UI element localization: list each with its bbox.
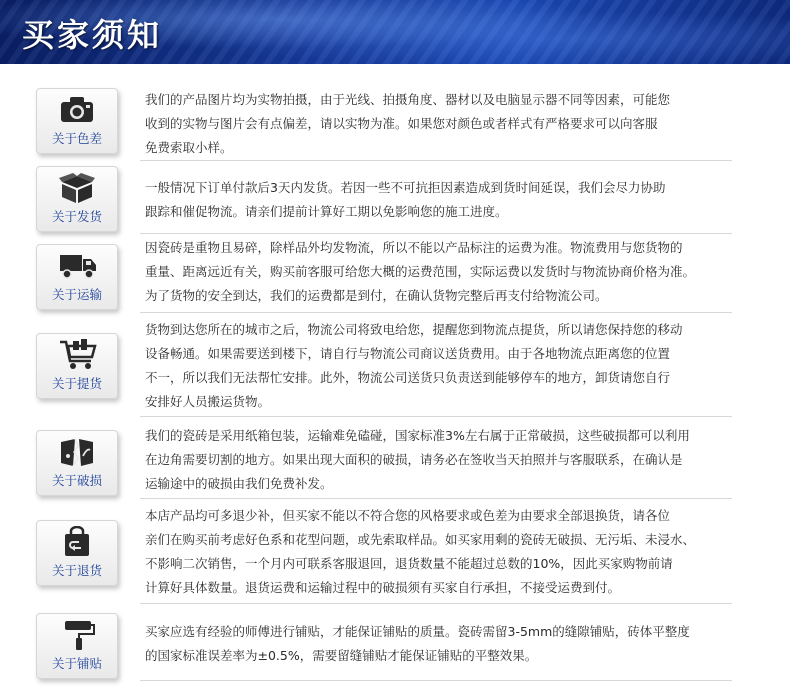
section-divider [140, 498, 732, 499]
section-label: 关于发货 [51, 209, 102, 224]
camera-icon [59, 94, 95, 124]
text-line: 免费索取小样。 [145, 140, 233, 155]
section-divider [140, 160, 732, 161]
text-line: 计算好具体数量。退货运费和运输过程中的破损须有买家自行承担，不接受运费到付。 [145, 580, 621, 595]
section-divider [140, 603, 732, 604]
text-line: 为了货物的安全到达，我们的运费都是到付，在确认货物完整后再支付给物流公司。 [145, 288, 608, 303]
text-line: 重量、距离远近有关，购买前客服可给您大概的运费范围，实际运费以发货时与物流协商价格为准。 [145, 264, 696, 279]
section-label: 关于色差 [51, 131, 102, 146]
broken-tile-icon [59, 436, 95, 468]
text-line: 我们的产品图片均为实物拍摄，由于光线、拍摄角度、器材以及电脑显示器不同等因素，可能您 [145, 92, 671, 107]
text-line: 跟踪和催促物流。请亲们提前计算好工期以免影响您的施工进度。 [145, 204, 508, 219]
text-line: 亲们在购买前考虑好色系和花型问题，或先索取样品。如买家用剩的瓷砖无破损、无污垢、未浸水、 [145, 532, 696, 547]
text-line: 因瓷砖是重物且易碎，除样品外均发物流，所以不能以产品标注的运费为准。物流费用与您货物的 [145, 240, 683, 255]
section-label: 关于铺贴 [51, 656, 102, 671]
page-title: 买家须知 [22, 16, 163, 54]
section-divider [140, 233, 732, 234]
section-divider [140, 416, 732, 417]
text-line: 收到的实物与图片会有点偏差，请以实物为准。如果您对颜色或者样式有严格要求可以向客服 [145, 116, 658, 131]
section-divider [140, 312, 732, 313]
section-text [145, 318, 735, 414]
section-badge [36, 520, 118, 586]
text-line: 设备畅通。如果需要送到楼下，请自行与物流公司商议送货费用。由于各地物流点距离您的位置 [145, 346, 671, 361]
section-divider [140, 680, 732, 681]
return-bag-icon [59, 526, 95, 558]
section-text [145, 88, 735, 160]
text-line: 不影响二次销售，一个月内可联系客服退回，退货数量不能超过总数的10%，因此买家购物前请 [145, 556, 673, 571]
section-label: 关于运输 [51, 287, 102, 302]
section-text [145, 620, 735, 668]
text-line: 安排好人员搬运货物。 [145, 394, 271, 409]
section-badge [36, 166, 118, 232]
text-line: 运输途中的破损由我们免费补发。 [145, 476, 333, 491]
section-text [145, 236, 735, 308]
cart-icon [59, 339, 97, 371]
section-badge [36, 244, 118, 310]
text-line: 本店产品均可多退少补，但买家不能以不符合您的风格要求或色差为由要求全部退换货，请各位 [145, 508, 671, 523]
section-label: 关于退货 [51, 563, 102, 578]
text-line: 买家应选有经验的师傅进行铺贴，才能保证铺贴的质量。瓷砖需留3-5mm的缝隙铺贴，砖体平整度 [145, 624, 690, 639]
text-line: 我们的瓷砖是采用纸箱包装，运输难免磕碰，国家标准3%左右属于正常破损，这些破损都可以利用 [145, 428, 690, 443]
truck-icon [59, 250, 97, 280]
section-badge [36, 613, 118, 679]
section-text [145, 424, 735, 496]
paint-roller-icon [59, 619, 95, 651]
box-icon [59, 172, 95, 204]
header-banner [0, 0, 790, 64]
section-label: 关于提货 [51, 376, 102, 391]
section-badge [36, 88, 118, 154]
section-badge [36, 430, 118, 496]
text-line: 的国家标准误差率为±0.5%，需要留缝铺贴才能保证铺贴的平整效果。 [145, 648, 538, 663]
section-badge [36, 333, 118, 399]
section-text [145, 176, 735, 224]
section-text [145, 504, 735, 600]
text-line: 在边角需要切割的地方。如果出现大面积的破损，请务必在签收当天拍照并与客服联系，在确认是 [145, 452, 683, 467]
text-line: 不一，所以我们无法帮忙安排。此外，物流公司送货只负责送到能够停车的地方，卸货请您自行 [145, 370, 671, 385]
text-line: 货物到达您所在的城市之后，物流公司将致电给您，提醒您到物流点提货，所以请您保持您的移动 [145, 322, 683, 337]
text-line: 一般情况下订单付款后3天内发货。若因一些不可抗拒因素造成到货时间延误，我们会尽力协助 [145, 180, 666, 195]
section-label: 关于破损 [51, 473, 102, 488]
